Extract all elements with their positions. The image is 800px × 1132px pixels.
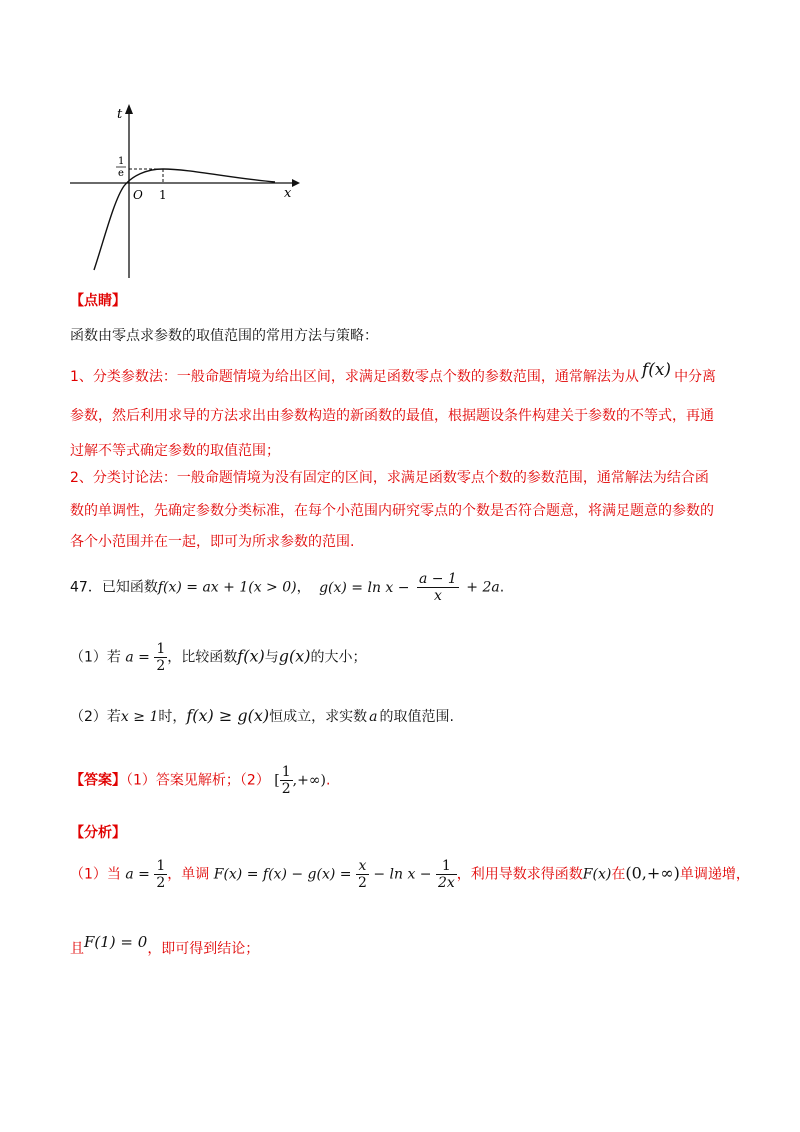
- q1-half-num: 1: [156, 641, 166, 657]
- analysis-tag: 【分析】: [70, 825, 126, 841]
- q1-half: [154, 641, 167, 674]
- g-fraction: [417, 571, 459, 604]
- origin-label: O: [133, 188, 143, 202]
- tick-x-label: 1: [159, 188, 167, 202]
- method1-text-a: 1、分类参数法：一般命题情境为给出区间，求满足函数零点个数的参数范围，通常解法为从: [70, 369, 639, 385]
- tick-y-num: 1: [118, 156, 125, 167]
- q1-text-c: 与: [264, 649, 279, 666]
- method1-line3: 过解不等式确定参数的取值范围；: [70, 443, 280, 459]
- q1-half-den: 2: [156, 658, 166, 674]
- analysis-l1-a-eq: a =: [125, 866, 150, 883]
- tick-y-den: e: [118, 168, 124, 179]
- q1-fx: f(x): [237, 646, 265, 666]
- analysis-l2-prefix: 且: [70, 941, 84, 957]
- analysis-l1-prefix: （1）当: [70, 866, 121, 883]
- answer-range-num: 1: [281, 764, 291, 780]
- answer-range-frac: [280, 764, 293, 797]
- f-definition: f(x) = ax + 1(x > 0): [157, 579, 297, 596]
- q2-prefix: （2）若: [70, 709, 121, 725]
- question-1: [70, 641, 366, 674]
- analysis-l1-x-num: x: [356, 858, 369, 875]
- analysis-l1-text-e: 单调递增，: [679, 866, 750, 883]
- answer-line: [70, 764, 330, 797]
- dianjing-tag: 【点睛】: [70, 293, 126, 309]
- method1-text-b: 中分离: [674, 369, 717, 385]
- q1-a-eq: a =: [125, 649, 150, 666]
- analysis-l1-x-den: 2: [357, 875, 367, 891]
- problem-period: .: [499, 579, 505, 596]
- problem-statement: [70, 571, 504, 604]
- x-axis-arrow: [292, 179, 300, 187]
- q2-inequality: f(x) ≥ g(x): [186, 706, 270, 725]
- answer-range-close: ,+∞): [292, 772, 326, 789]
- analysis-l1-one-den: 2x: [437, 875, 455, 891]
- t-axis-label: t: [117, 107, 123, 122]
- analysis-line1: [70, 858, 750, 891]
- problem-comma: ，: [296, 579, 311, 596]
- analysis-l1-Fx: F(x): [582, 866, 612, 883]
- dianjing-intro: 函数由零点求参数的取值范围的常用方法与策略：: [70, 328, 378, 344]
- method1-line1: [70, 360, 717, 386]
- analysis-l1-text-c: ，利用导数求得函数: [456, 866, 583, 883]
- analysis-l1-half: [154, 858, 167, 891]
- answer-range-open: [: [274, 772, 280, 789]
- analysis-l1-half-den: 2: [156, 875, 166, 891]
- q2-text-b: 时，: [158, 709, 187, 725]
- answer-text: （1）答案见解析；（2）: [126, 772, 270, 789]
- analysis-l1-one-num: 1: [436, 858, 457, 875]
- answer-range-den: 2: [281, 781, 291, 797]
- q2-var: a: [369, 709, 378, 725]
- function-graph: [70, 100, 310, 280]
- method2-line3: 各个小范围并在一起，即可为所求参数的范围.: [70, 534, 355, 550]
- g-fraction-num: a − 1: [418, 571, 457, 587]
- g-lhs: g(x) = ln x −: [319, 579, 410, 596]
- answer-period: .: [325, 772, 331, 789]
- analysis-l1-interval: (0,+∞): [625, 863, 680, 883]
- q2-condition: x ≥ 1: [120, 709, 159, 725]
- method2-line1: 2、分类讨论法：一般命题情境为没有固定的区间，求满足函数零点个数的参数范围，通常解法为结合函: [70, 470, 709, 486]
- analysis-l1-mid: − ln x −: [373, 866, 432, 883]
- answer-tag: 【答案】: [70, 772, 126, 789]
- analysis-line2: [70, 933, 260, 958]
- q1-text-b: ，比较函数: [167, 649, 238, 666]
- problem-number: 47．已知函数: [70, 579, 158, 596]
- question-2: [70, 706, 454, 726]
- g-fraction-den: x: [433, 588, 442, 604]
- g-rhs: + 2a: [466, 579, 500, 596]
- method1-line2: 参数，然后利用求导的方法求出由参数构造的新函数的最值，根据题设条件构建关于参数的不等式，再通: [70, 408, 714, 424]
- analysis-l1-x-half: [356, 858, 369, 891]
- analysis-l1-text-d: 在: [611, 866, 626, 883]
- analysis-l2-text-b: ，即可得到结论；: [147, 941, 260, 957]
- q2-text-c: 恒成立，求实数: [269, 709, 368, 725]
- q2-text-d: 的取值范围.: [379, 709, 454, 725]
- method1-fx: f(x): [641, 360, 672, 380]
- analysis-l1-half-num: 1: [156, 858, 166, 874]
- analysis-l1-F: F(x) = f(x) − g(x) =: [213, 866, 352, 883]
- analysis-l2-eq: F(1) = 0: [84, 933, 148, 951]
- function-curve: [94, 169, 275, 270]
- q1-gx: g(x): [278, 646, 311, 666]
- method2-line2: 数的单调性，先确定参数分类标准，在每个小范围内研究零点的个数是否符合题意，将满足题意的参数的: [70, 503, 714, 519]
- t-axis-arrow: [125, 104, 133, 114]
- q1-text-d: 的大小；: [310, 649, 367, 666]
- q1-prefix: （1）若: [70, 649, 121, 666]
- x-axis-label: x: [284, 186, 292, 201]
- analysis-l1-one-over-2x: [436, 858, 457, 891]
- analysis-l1-text-b: ，单调: [167, 866, 210, 883]
